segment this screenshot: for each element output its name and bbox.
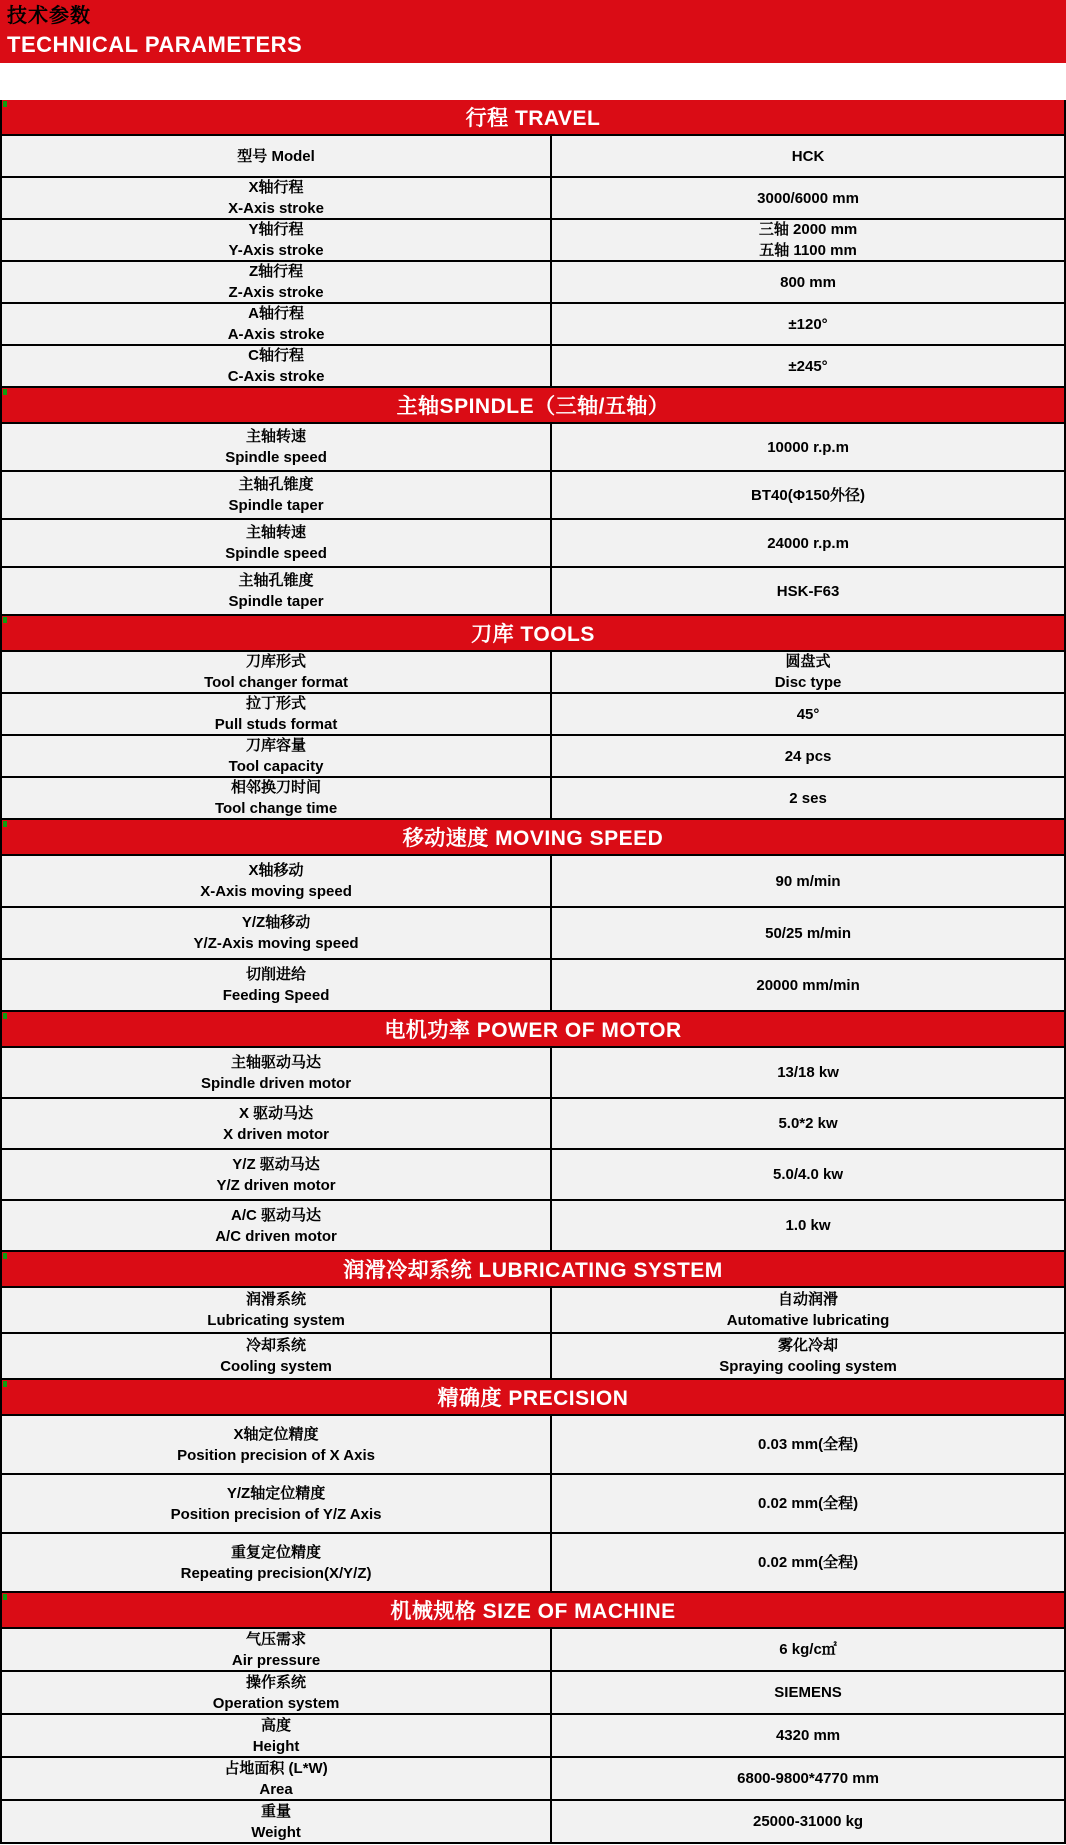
page-title-en: TECHNICAL PARAMETERS <box>7 32 303 57</box>
param-label-en: Spindle speed <box>225 545 327 562</box>
param-value-line1: 50/25 m/min <box>765 924 851 942</box>
table-row <box>2 1150 1064 1201</box>
param-label-en: Position precision of Y/Z Axis <box>170 1505 382 1523</box>
param-label-en: Tool change time <box>214 800 338 817</box>
param-label-zh: 高度 <box>261 1716 292 1734</box>
param-label-zh: 刀库形式 <box>246 653 307 670</box>
param-label-en: Operation system <box>212 1694 340 1712</box>
table-row <box>2 694 1064 736</box>
param-value <box>552 304 1064 344</box>
page-title-band <box>0 0 1066 63</box>
param-value-line1: 圆盘式 <box>785 653 831 670</box>
param-label-en: Area <box>259 1780 293 1798</box>
param-label-en: Cooling system <box>220 1358 332 1375</box>
param-label-zh: X轴定位精度 <box>233 1425 319 1443</box>
table-row <box>2 472 1064 520</box>
param-value <box>552 1672 1064 1713</box>
param-label <box>2 1715 552 1756</box>
param-value-line2: Disc type <box>774 674 842 691</box>
param-value <box>552 1048 1064 1097</box>
table-row <box>2 1758 1064 1801</box>
param-value <box>552 568 1064 614</box>
section-header-precision <box>2 1380 1064 1416</box>
param-value-line1: 3000/6000 mm <box>757 189 859 207</box>
table-row <box>2 1801 1064 1844</box>
param-value-line2: Spraying cooling system <box>719 1358 897 1375</box>
param-label-zh: 冷却系统 <box>246 1337 307 1354</box>
param-label <box>2 694 552 734</box>
param-value-line1: 45° <box>796 705 820 723</box>
param-value-line1: 4320 mm <box>775 1727 841 1744</box>
param-value <box>552 736 1064 776</box>
param-value-line1: 2 ses <box>789 789 827 807</box>
param-value-line2: Automative lubricating <box>726 1312 890 1329</box>
param-label-en: Spindle speed <box>225 449 327 466</box>
param-label-zh: 气压需求 <box>246 1630 307 1648</box>
param-label-en: X driven motor <box>223 1125 329 1143</box>
spec-table <box>0 100 1066 1844</box>
table-row <box>2 1416 1064 1475</box>
param-label <box>2 1758 552 1799</box>
section-title: 移动速度 MOVING SPEED <box>402 827 664 850</box>
param-label-en: Feeding Speed <box>222 987 330 1004</box>
param-label <box>2 304 552 344</box>
param-label-en: Pull studs format <box>214 716 338 733</box>
param-label-zh: 操作系统 <box>246 1673 307 1691</box>
param-label-zh: 润滑系统 <box>246 1291 307 1308</box>
param-label-en: A/C driven motor <box>215 1227 337 1245</box>
param-value-line1: 6800-9800*4770 mm <box>737 1770 879 1787</box>
table-row <box>2 1334 1064 1380</box>
param-value-line1: ±245° <box>788 357 828 375</box>
param-label <box>2 1801 552 1842</box>
page-title-zh: 技术参数 <box>7 5 91 27</box>
param-value <box>552 220 1064 260</box>
param-label-zh: 切削进给 <box>246 966 307 983</box>
param-label-zh: C轴行程 <box>248 347 304 364</box>
param-value-line1: 90 m/min <box>775 872 841 890</box>
section-power-of-motor <box>2 1012 1064 1252</box>
param-value-line1: SIEMENS <box>774 1684 842 1701</box>
param-value <box>552 520 1064 566</box>
param-value <box>552 908 1064 958</box>
param-label <box>2 472 552 518</box>
param-label <box>2 1288 552 1332</box>
param-label <box>2 1048 552 1097</box>
table-row <box>2 346 1064 388</box>
section-moving-speed <box>2 820 1064 1012</box>
param-value <box>552 778 1064 818</box>
param-value-line1: 0.02 mm(全程) <box>758 1554 859 1571</box>
param-label <box>2 652 552 692</box>
param-label-zh: 主轴转速 <box>246 428 307 445</box>
section-title: 润滑冷却系统 LUBRICATING SYSTEM <box>343 1259 723 1282</box>
table-row <box>2 778 1064 820</box>
param-label-zh: 刀库容量 <box>246 737 307 754</box>
section-header-size-of-machine <box>2 1593 1064 1629</box>
param-label-zh: Y轴行程 <box>248 221 304 238</box>
param-value-line1: ±120° <box>788 315 828 333</box>
table-row <box>2 568 1064 616</box>
param-label <box>2 568 552 614</box>
section-header-moving-speed <box>2 820 1064 856</box>
param-value-line1: 6 kg/c㎡ <box>779 1641 837 1658</box>
section-precision <box>2 1380 1064 1593</box>
param-label-en: Y-Axis stroke <box>228 242 324 259</box>
param-label-zh: 主轴孔锥度 <box>238 476 314 493</box>
param-label-zh: 重量 <box>261 1802 292 1820</box>
section-travel <box>2 100 1064 388</box>
green-corner-mark <box>3 389 7 395</box>
section-title: 机械规格 SIZE OF MACHINE <box>390 1600 676 1623</box>
param-label-en: Air pressure <box>231 1651 321 1669</box>
param-value <box>552 652 1064 692</box>
param-value <box>552 1534 1064 1591</box>
section-title: 刀库 TOOLS <box>471 623 595 646</box>
param-value <box>552 1288 1064 1332</box>
param-label <box>2 136 552 176</box>
param-label <box>2 1201 552 1250</box>
table-row <box>2 262 1064 304</box>
param-value <box>552 1099 1064 1148</box>
param-label-zh: 占地面积 (L*W) <box>224 1759 328 1777</box>
section-title: 精确度 PRECISION <box>437 1387 629 1410</box>
spacer <box>0 63 1066 100</box>
param-label <box>2 1334 552 1378</box>
param-value-line1: 0.03 mm(全程) <box>758 1436 859 1453</box>
param-value-line1: HSK-F63 <box>776 582 840 600</box>
param-label-en: Position precision of X Axis <box>177 1446 375 1464</box>
table-row <box>2 1629 1064 1672</box>
param-label-en: Spindle taper <box>228 593 324 610</box>
param-value <box>552 1150 1064 1199</box>
table-row <box>2 908 1064 960</box>
param-value <box>552 472 1064 518</box>
param-value <box>552 694 1064 734</box>
section-title: 电机功率 POWER OF MOTOR <box>384 1019 682 1042</box>
param-value <box>552 346 1064 386</box>
param-value-line1: 24 pcs <box>784 747 832 765</box>
param-value-line1: 24000 r.p.m <box>767 534 849 552</box>
param-label-en: X-Axis moving speed <box>200 883 352 900</box>
param-label-zh: A/C 驱动马达 <box>231 1206 322 1224</box>
section-header-travel <box>2 100 1064 136</box>
param-value <box>552 1715 1064 1756</box>
param-label-zh: 主轴孔锥度 <box>238 572 314 589</box>
param-value <box>552 1629 1064 1670</box>
param-label-zh: 相邻换刀时间 <box>231 779 322 796</box>
param-label-en: X-Axis stroke <box>228 200 324 217</box>
param-value <box>552 1416 1064 1473</box>
param-value-line1: 5.0*2 kw <box>778 1115 838 1132</box>
param-label <box>2 346 552 386</box>
section-size-of-machine <box>2 1593 1064 1844</box>
green-corner-mark <box>3 617 7 623</box>
param-value <box>552 856 1064 906</box>
table-row <box>2 520 1064 568</box>
section-header-power-of-motor <box>2 1012 1064 1048</box>
param-label <box>2 856 552 906</box>
param-value <box>552 136 1064 176</box>
param-value-line1: HCK <box>791 147 825 165</box>
param-value <box>552 1334 1064 1378</box>
param-label <box>2 220 552 260</box>
param-value-line1: 三轴 2000 mm <box>758 221 858 238</box>
param-label-zh: 重复定位精度 <box>231 1543 322 1561</box>
param-value <box>552 1801 1064 1842</box>
section-title: 主轴SPINDLE（三轴/五轴） <box>396 395 670 418</box>
param-value-line1: 自动润滑 <box>778 1291 839 1308</box>
param-label-en: Tool capacity <box>228 758 324 775</box>
section-header-lubricating-system <box>2 1252 1064 1288</box>
table-row <box>2 652 1064 694</box>
param-label <box>2 1629 552 1670</box>
table-row <box>2 1201 1064 1252</box>
section-lubricating-system <box>2 1252 1064 1380</box>
param-label-zh: Y/Z轴移动 <box>241 914 311 931</box>
table-row <box>2 856 1064 908</box>
param-label <box>2 1416 552 1473</box>
param-label <box>2 908 552 958</box>
param-value-line1: 1.0 kw <box>785 1217 831 1234</box>
section-header-spindle <box>2 388 1064 424</box>
table-row <box>2 304 1064 346</box>
param-label-en: Lubricating system <box>207 1312 345 1329</box>
section-spindle <box>2 388 1064 616</box>
param-label <box>2 1475 552 1532</box>
param-label-zh: X 驱动马达 <box>238 1104 314 1122</box>
param-label <box>2 178 552 218</box>
param-label-en: Weight <box>251 1823 301 1841</box>
table-row <box>2 424 1064 472</box>
green-corner-mark <box>3 821 7 827</box>
param-value <box>552 262 1064 302</box>
param-label <box>2 778 552 818</box>
param-value-line1: 20000 mm/min <box>756 976 860 994</box>
table-row <box>2 1475 1064 1534</box>
param-label <box>2 424 552 470</box>
param-label-en: C-Axis stroke <box>227 368 325 385</box>
param-label-zh: X轴行程 <box>248 179 304 196</box>
param-label <box>2 960 552 1010</box>
param-label-zh: Y/Z轴定位精度 <box>226 1484 326 1502</box>
param-label-zh: A轴行程 <box>248 305 304 322</box>
param-value-line2: 五轴 1100 mm <box>759 242 857 259</box>
param-value-line1: 10000 r.p.m <box>767 438 849 456</box>
param-label-zh: 主轴转速 <box>246 524 307 541</box>
section-header-tools <box>2 616 1064 652</box>
param-value-line1: BT40(Φ150外径) <box>751 486 866 504</box>
green-corner-mark <box>3 101 7 107</box>
param-label-en: Y/Z-Axis moving speed <box>193 935 359 952</box>
param-label <box>2 1099 552 1148</box>
param-label-en: A-Axis stroke <box>227 326 325 343</box>
param-label-en: Z-Axis stroke <box>228 284 324 301</box>
param-label-en: Spindle driven motor <box>201 1074 352 1092</box>
param-value-line1: 0.02 mm(全程) <box>758 1495 859 1512</box>
param-value-line1: 800 mm <box>780 273 836 291</box>
param-label <box>2 736 552 776</box>
param-value <box>552 178 1064 218</box>
param-label-zh: 型号 Model <box>237 147 315 165</box>
param-label-zh: 主轴驱动马达 <box>231 1053 322 1071</box>
table-row <box>2 736 1064 778</box>
table-row <box>2 1099 1064 1150</box>
table-row <box>2 1288 1064 1334</box>
param-value-line1: 雾化冷却 <box>778 1337 839 1354</box>
param-label-en: Tool changer format <box>204 674 348 691</box>
param-value-line1: 25000-31000 kg <box>753 1813 864 1830</box>
param-label <box>2 1150 552 1199</box>
table-row <box>2 1672 1064 1715</box>
table-row <box>2 1534 1064 1593</box>
param-value <box>552 1475 1064 1532</box>
table-row <box>2 136 1064 178</box>
param-label-zh: X轴移动 <box>248 862 304 879</box>
param-label-zh: 拉丁形式 <box>246 695 307 712</box>
param-value-line1: 5.0/4.0 kw <box>773 1166 844 1183</box>
table-row <box>2 178 1064 220</box>
param-label-en: Height <box>252 1737 300 1755</box>
param-label <box>2 262 552 302</box>
table-row <box>2 1715 1064 1758</box>
param-label-zh: Y/Z 驱动马达 <box>232 1155 320 1173</box>
table-row <box>2 1048 1064 1099</box>
param-value <box>552 960 1064 1010</box>
param-label-zh: Z轴行程 <box>248 263 304 280</box>
param-value <box>552 1758 1064 1799</box>
table-row <box>2 220 1064 262</box>
param-label <box>2 1534 552 1591</box>
param-label-en: Spindle taper <box>228 497 324 514</box>
param-value-line1: 13/18 kw <box>777 1064 839 1081</box>
table-row <box>2 960 1064 1012</box>
green-corner-mark <box>3 1253 7 1259</box>
param-label-en: Y/Z driven motor <box>216 1176 336 1194</box>
param-label-en: Repeating precision(X/Y/Z) <box>180 1564 372 1582</box>
param-label <box>2 1672 552 1713</box>
section-title: 行程 TRAVEL <box>465 107 601 130</box>
param-value <box>552 1201 1064 1250</box>
green-corner-mark <box>3 1013 7 1019</box>
param-value <box>552 424 1064 470</box>
green-corner-mark <box>3 1381 7 1387</box>
section-tools <box>2 616 1064 820</box>
green-corner-mark <box>3 1594 7 1600</box>
param-label <box>2 520 552 566</box>
